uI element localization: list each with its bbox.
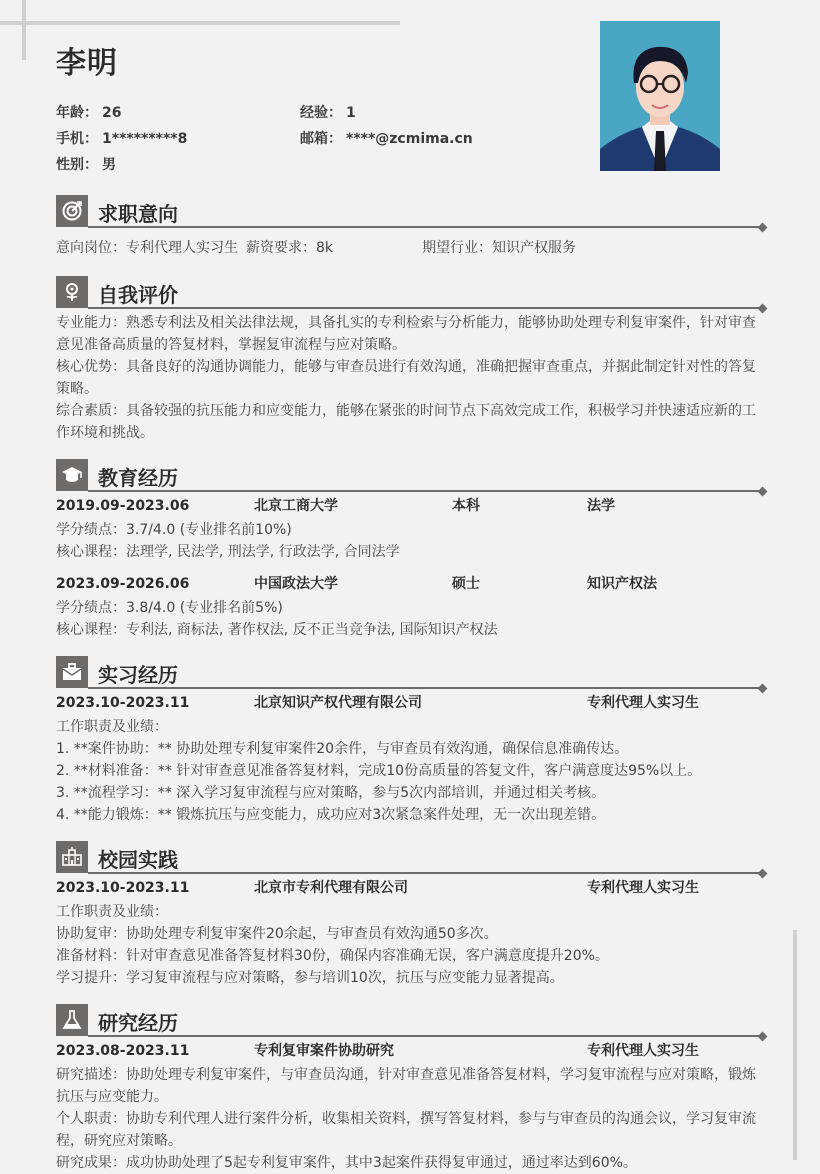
education-degree: 本科 (452, 498, 480, 514)
email-value: ****@zcmima.cn (346, 131, 473, 147)
candidate-name: 李明 (56, 46, 118, 81)
section-divider (88, 687, 762, 689)
school-building-icon (56, 841, 88, 873)
section-divider (88, 307, 762, 309)
info-phone (56, 128, 187, 148)
intention-position: 意向岗位：专利代理人实习生 (56, 240, 238, 256)
info-email (300, 128, 473, 148)
research-line: 研究描述：协助处理专利复审案件，与审查员沟通，针对审查意见准备答复材料，学习复审流程与应对策略，锻炼抗压与应变能力。 (56, 1067, 756, 1105)
education-period: 2023.09-2026.06 (56, 576, 190, 592)
section-divider (88, 226, 762, 228)
internship-row-header (56, 692, 766, 714)
internship-item (56, 692, 766, 826)
scrollbar[interactable] (793, 930, 797, 1160)
self-eval-line: 专业能力：熟悉专利法及相关法律法规，具备扎实的专利检索与分析能力，能够协助处理专利复审案件，针对审查意见准备高质量的答复材料，掌握复审流程与应对策略。 (56, 315, 756, 353)
education-gpa: 学分绩点：3.7/4.0 (专业排名前10%) (56, 522, 292, 538)
age-value: 26 (102, 105, 122, 121)
education-period: 2019.09-2023.06 (56, 498, 190, 514)
target-icon (56, 195, 88, 227)
education-school: 中国政法大学 (254, 576, 338, 592)
internship-line: 1. **案件协助：** 协助处理专利复审案件20余件，与审查员有效沟通，确保信息准确传达。 (56, 741, 629, 757)
section-divider (88, 1035, 762, 1037)
gender-label: 性别： (56, 157, 98, 173)
section-header (56, 841, 766, 873)
section-title: 教育经历 (98, 466, 178, 490)
section-self-evaluation (56, 276, 766, 444)
section-header (56, 656, 766, 688)
campus-item (56, 877, 766, 989)
internship-line: 2. **材料准备：** 针对审查意见准备答复材料，完成10份高质量的答复文件，客户满意度达95%以上。 (56, 763, 702, 779)
experience-value: 1 (346, 105, 356, 121)
section-title: 自我评价 (98, 283, 178, 307)
section-title: 校园实践 (98, 848, 178, 872)
internship-line: 3. **流程学习：** 深入学习复审流程与应对策略，参与5次内部培训，并通过相关考核。 (56, 785, 606, 801)
education-gpa: 学分绩点：3.8/4.0 (专业排名前5%) (56, 600, 283, 616)
flask-icon (56, 1004, 88, 1036)
section-title: 求职意向 (98, 202, 178, 226)
section-divider (88, 490, 762, 492)
campus-line: 工作职责及业绩： (56, 904, 168, 920)
phone-value: 1*********8 (102, 131, 188, 147)
education-courses: 核心课程：法理学, 民法学, 刑法学, 行政法学, 合同法学 (56, 544, 400, 560)
internship-period: 2023.10-2023.11 (56, 695, 190, 711)
research-row-header (56, 1040, 766, 1062)
section-research (56, 1004, 766, 1174)
self-eval-line: 综合素质：具备较强的抗压能力和应变能力，能够在紧张的时间节点下高效完成工作，积极学习并快速适应新的工作环境和挑战。 (56, 403, 756, 441)
section-header (56, 1004, 766, 1036)
campus-role: 专利代理人实习生 (587, 880, 699, 896)
education-courses: 核心课程：专利法, 商标法, 著作权法, 反不正当竞争法, 国际知识产权法 (56, 622, 498, 638)
section-education (56, 459, 766, 641)
education-item (56, 495, 766, 563)
info-age (56, 102, 121, 122)
research-period: 2023.08-2023.11 (56, 1043, 190, 1059)
internship-role: 专利代理人实习生 (587, 695, 699, 711)
section-title: 实习经历 (98, 663, 178, 687)
section-job-intention (56, 195, 766, 259)
campus-row-header (56, 877, 766, 899)
decor-vertical-line (22, 0, 26, 60)
section-divider (88, 872, 762, 874)
campus-company: 北京市专利代理有限公司 (254, 880, 408, 896)
research-role: 专利代理人实习生 (587, 1043, 699, 1059)
intention-row (56, 237, 766, 259)
section-internship (56, 656, 766, 826)
education-major: 法学 (587, 498, 615, 514)
intention-industry: 期望行业：知识产权服务 (422, 240, 576, 256)
campus-line: 协助复审：协助处理专利复审案件20余起，与审查员有效沟通50多次。 (56, 926, 498, 942)
briefcase-icon (56, 656, 88, 688)
self-eval-line: 核心优势：具备良好的沟通协调能力，能够与审查员进行有效沟通，准确把握审查重点，并据此制定针对性的答复策略。 (56, 359, 756, 397)
gender-value: 男 (102, 157, 116, 173)
profile-photo (600, 21, 720, 171)
research-item (56, 1040, 766, 1174)
campus-period: 2023.10-2023.11 (56, 880, 190, 896)
info-experience (300, 102, 356, 122)
section-title: 研究经历 (98, 1011, 178, 1035)
flower-icon (56, 276, 88, 308)
experience-label: 经验： (300, 105, 342, 121)
diamond-marker-icon (758, 223, 768, 233)
decor-horizontal-line (0, 21, 400, 25)
section-header (56, 459, 766, 491)
education-degree: 硕士 (452, 576, 480, 592)
campus-line: 学习提升：学习复审流程与应对策略，参与培训10次，抗压与应变能力显著提高。 (56, 970, 564, 986)
education-school: 北京工商大学 (254, 498, 338, 514)
section-header (56, 276, 766, 308)
education-row-header (56, 573, 766, 595)
graduation-cap-icon (56, 459, 88, 491)
education-major: 知识产权法 (587, 576, 657, 592)
education-item (56, 573, 766, 641)
age-label: 年龄： (56, 105, 98, 121)
internship-line: 工作职责及业绩： (56, 719, 168, 735)
email-label: 邮箱： (300, 131, 342, 147)
internship-line: 4. **能力锻炼：** 锻炼抗压与应变能力，成功应对3次紧急案件处理，无一次出现差错。 (56, 807, 606, 823)
intention-salary: 薪资要求：8k (246, 240, 334, 256)
education-row-header (56, 495, 766, 517)
campus-line: 准备材料：针对审查意见准备答复材料30份，确保内容准确无误，客户满意度提升20%。 (56, 948, 609, 964)
phone-label: 手机： (56, 131, 98, 147)
research-line: 研究成果：成功协助处理了5起专利复审案件，其中3起案件获得复审通过，通过率达到60%。 (56, 1155, 637, 1171)
internship-company: 北京知识产权代理有限公司 (254, 695, 422, 711)
section-header (56, 195, 766, 227)
section-campus-practice (56, 841, 766, 989)
research-line: 个人职责：协助专利代理人进行案件分析，收集相关资料，撰写答复材料，参与与审查员的沟通会议，学习复审流程，研究应对策略。 (56, 1111, 756, 1149)
research-project: 专利复审案件协助研究 (254, 1043, 394, 1059)
info-gender (56, 154, 116, 174)
self-eval-body (56, 312, 766, 444)
